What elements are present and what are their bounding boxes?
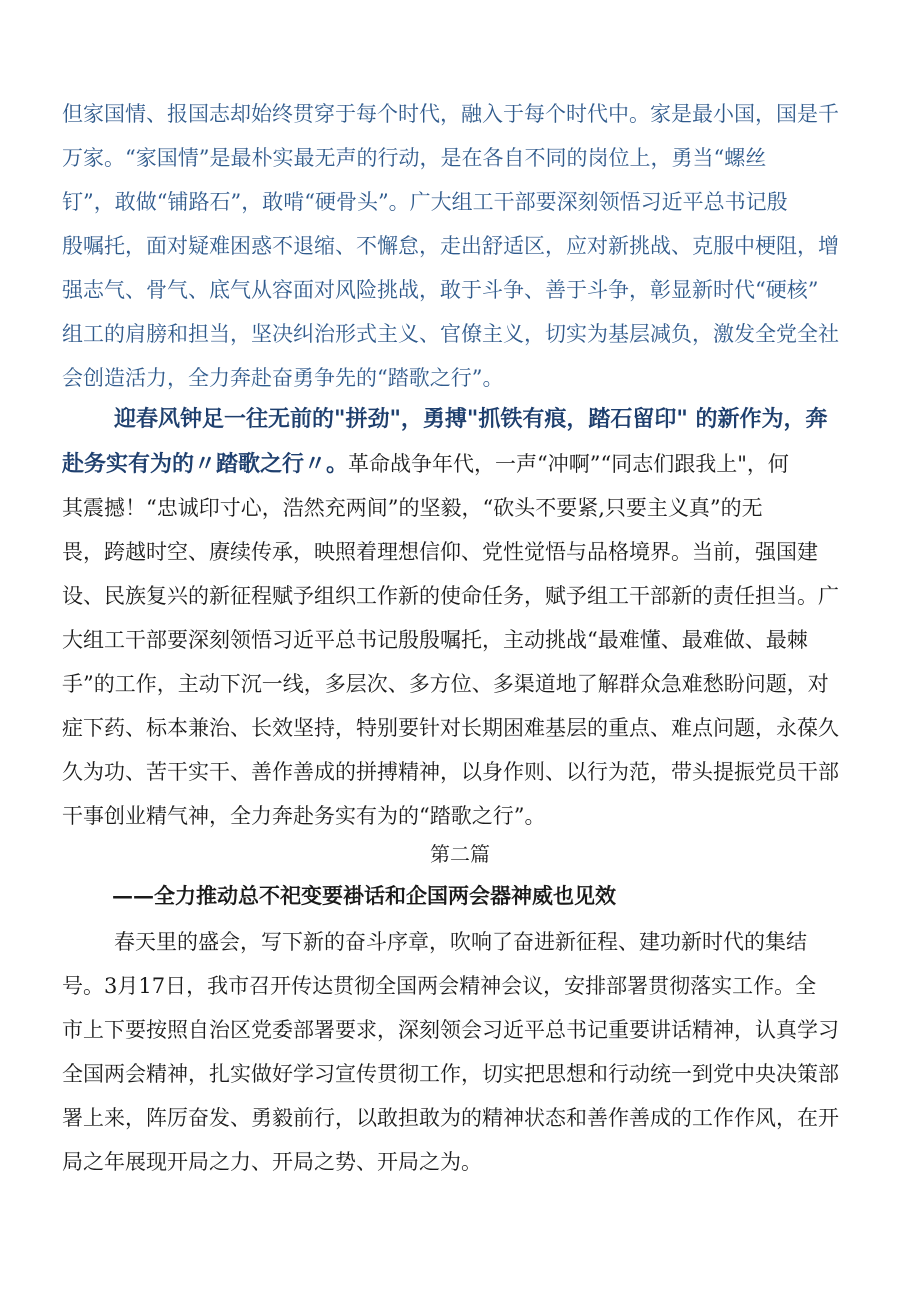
paragraph-line: 强志气、骨气、底气从容面对风险挑战，敢于斗争、善于斗争，彰显新时代“硬核”	[62, 278, 819, 302]
paragraph-line: 号。3月17日，我市召开传达贯彻全国两会精神会议，安排部署贯彻落实工作。全	[62, 974, 817, 998]
section-title: 第二篇	[430, 842, 490, 866]
paragraph-line: 久为功、苦干实干、善作善成的拼搏精神，以身作则、以行为范，带头提振党员干部	[62, 760, 839, 784]
paragraph-line: 钉”，敢做“铺路石”，敢啃“硬骨头”。广大组工干部要深刻领悟习近平总书记殷	[62, 190, 788, 214]
paragraph-line: 症下药、标本兼治、长效坚持，特别要针对长期困难基层的重点、难点问题，永葆久	[62, 716, 839, 740]
paragraph-line: 全国两会精神，扎实做好学习宣传贯彻工作，切实把思想和行动统一到党中央决策部	[62, 1062, 839, 1086]
paragraph-line	[62, 442, 789, 486]
paragraph-line: 市上下要按照自治区党委部署要求，深刻领会习近平总书记重要讲话精神，认真学习	[62, 1018, 839, 1042]
paragraph-line: 署上来，阵厉奋发、勇毅前行，以敢担敢为的精神状态和善作善成的工作作风，在开	[62, 1106, 839, 1130]
paragraph-line-rest: 革命战争年代，一声“冲啊”“同志们跟我上"，何	[348, 452, 789, 476]
section-subtitle: ——全力推动总不祀变要褂话和企国两会器神威也见效	[112, 883, 616, 908]
paragraph-line: 畏，跨越时空、赓续传承，映照着理想信仰、党性觉悟与品格境界。当前，强国建	[62, 540, 818, 564]
paragraph-line: 但家国情、报国志却始终贯穿于每个时代，融入于每个时代中。家是最小国，国是千	[62, 102, 839, 126]
paragraph-line: 大组工干部要深刻领悟习近平总书记殷殷嘱托，主动挑战“最难懂、最难做、最棘	[62, 628, 808, 652]
paragraph-line: 其震撼！“忠诚印寸心，浩然充两间”的坚毅，“砍头不要紧,只要主义真”的无	[62, 496, 763, 520]
paragraph-line: 春天里的盛会，写下新的奋斗序章，吹响了奋进新征程、建功新时代的集结	[114, 930, 807, 954]
paragraph-line: 干事创业精气神，全力奔赴务实有为的“踏歌之行”。	[62, 804, 546, 828]
paragraph-line: 设、民族复兴的新征程赋予组织工作新的使命任务，赋予组工干部新的责任担当。广	[62, 584, 839, 608]
paragraph-line: 手”的工作，主动下沉一线，多层次、多方位、多渠道地了解群众急难愁盼问题，对	[62, 672, 829, 696]
paragraph-line: 组工的肩膀和担当，坚决纠治形式主义、官僚主义，切实为基层减负，激发全党全社	[62, 322, 839, 346]
paragraph-line: 会创造活力，全力奔赴奋勇争先的“踏歌之行”。	[62, 366, 504, 390]
paragraph-line: 局之年展现开局之力、开局之势、开局之为。	[62, 1150, 482, 1174]
paragraph-line: 殷嘱托，面对疑难困惑不退缩、不懈怠，走出舒适区，应对新挑战、克服中梗阻，增	[62, 234, 839, 258]
lead-heading-end: 赴务实有为的〃踏歌之行〃。	[62, 452, 349, 477]
paragraph-line: 万家。“家国情”是最朴实最无声的行动，是在各自不同的岗位上，勇当“螺丝	[62, 146, 767, 170]
lead-heading-line: 迎春风钟足一往无前的"拼劲"，勇搏"抓铁有痕，踏石留印" 的新作为，奔	[114, 407, 828, 432]
